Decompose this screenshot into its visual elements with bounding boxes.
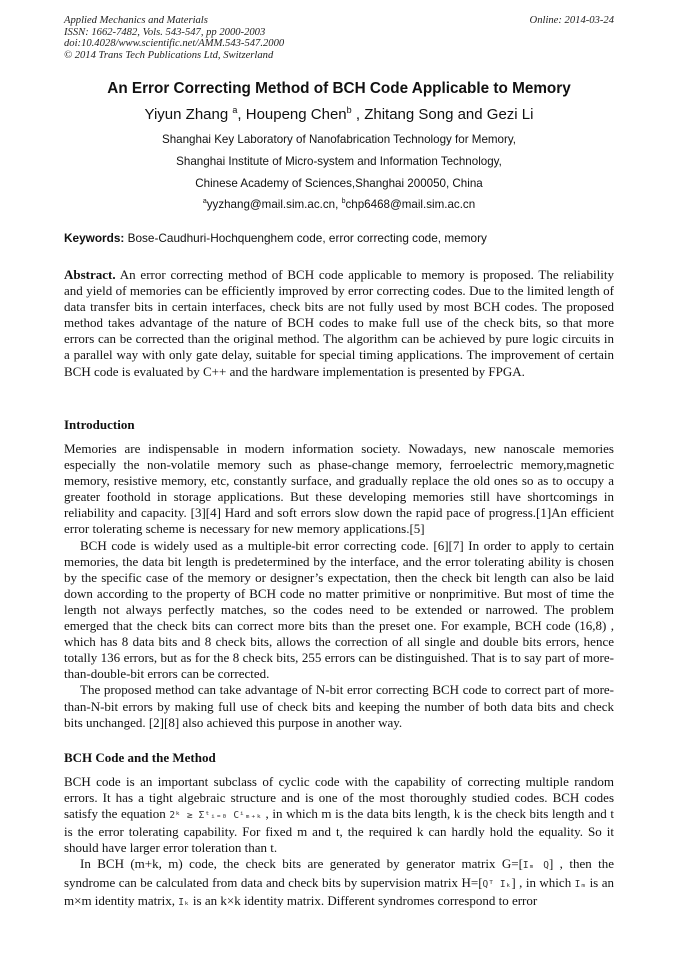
- paragraph: Memories are indispensable in modern information society. Nowadays, new nanoscale memories especially the non-volatile memory such as phase-change memory, ferroelectric memory,magnetic memory, resistive memory, etc, constantly surface, and gradually replace the old ones so as to occupy a greater foothold in storage applications. But these developing memories still have shortcomings in reliability and capacity. [3][4] Hard and soft errors slow down the rapid pace of progress.[1]An efficient error tolerating scheme is necessary for new memory applications.[5]: [64, 441, 614, 537]
- keywords: [64, 231, 624, 245]
- abstract-label: Abstract.: [64, 267, 116, 282]
- online-date: Online: 2014-03-24: [529, 15, 614, 26]
- author-name: Yiyun Zhang: [144, 106, 229, 123]
- email-mark: a: [202, 198, 207, 206]
- text-run: BCH code is an important subclass of cyclic code with the capability of correcting multiple random errors. It has a tight algebraic structure and is one of the most thoroughly studied codes. BCH codes satisfy the equation: [64, 774, 614, 822]
- generator-matrix: Iₘ Q: [522, 860, 549, 872]
- identity-k: Iₖ: [178, 896, 190, 908]
- doi-line: doi:10.4028/www.scientific.net/AMM.543-547.2000: [64, 38, 285, 49]
- section-heading-method: BCH Code and the Method: [64, 750, 216, 765]
- journal-name: Applied Mechanics and Materials: [64, 15, 208, 26]
- text-run: , in which m is the data bits length, k is the check bits length and t is the error tolerating capability. For fixed m and t, the required k can hardly hold the equality. So it should have larger error toleration than t.: [64, 806, 614, 856]
- journal-header: [64, 15, 614, 61]
- affiliation-line: Shanghai Key Laboratory of Nanofabrication Technology for Memory,: [161, 133, 517, 146]
- email-address[interactable]: yyzhang@mail.sim.ac.cn: [206, 198, 336, 211]
- keywords-text: Bose-Caudhuri-Hochquenghem code, error correcting code, memory: [127, 231, 487, 245]
- keywords-label: Keywords:: [64, 231, 125, 245]
- author-list: Yiyun Zhang $^a$, Houpeng Chen$^b$ , Zhitang Song and Gezi Li: [144, 105, 534, 123]
- section-heading-introduction: Introduction: [64, 417, 135, 432]
- text-run: ] , then the syndrome can be calculated from data and check bits by supervision matrix H=[: [64, 856, 614, 890]
- paper-title: An Error Correcting Method of BCH Code Applicable to Memory: [107, 80, 571, 97]
- author-mark: a: [232, 105, 238, 115]
- method-body: [64, 774, 614, 911]
- email-mark: b: [341, 198, 346, 206]
- author-name: Houpeng Chen: [245, 106, 347, 123]
- text-run: In BCH (m+k, m) code, the check bits are generated by generator matrix G=[: [80, 856, 523, 872]
- issn-line: ISSN: 1662-7482, Vols. 543-547, pp 2000-2003: [64, 26, 266, 38]
- copyright-line: © 2014 Trans Tech Publications Ltd, Switzerland: [64, 49, 274, 61]
- affiliation-line: Chinese Academy of Sciences,Shanghai 200050, China: [195, 177, 483, 190]
- abstract-text: An error correcting method of BCH code applicable to memory is proposed. The reliability and yield of memories can be efficiently improved by error correcting codes. Due to the limited length of data transfer bits in certain interfaces, check bits are not fully used by most BCH codes. The proposed method takes advantage of the nature of BCH codes to make full use of the check bits, so that more errors can be corrected than the original method. The algorithm can be achieved by pure logic circuits in a parallel way with only gate delay, suitable for special timing applications. The improvement of certain BCH code is evaluated by C++ and the hardware implementation is presented by FPGA.: [64, 267, 614, 379]
- abstract: [64, 267, 614, 380]
- email-address[interactable]: chp6468@mail.sim.ac.cn: [345, 198, 476, 211]
- paragraph: The proposed method can take advantage of N-bit error correcting BCH code to correct part of more-than-N-bit errors by making full use of check bits and keeping the number of both data bits and check bits unchanged. [2][8] also achieved this purpose in another way.: [64, 682, 614, 730]
- introduction-body: [64, 441, 614, 731]
- identity-m: Iₘ: [574, 878, 587, 890]
- supervision-matrix: Qᵀ Iₖ: [482, 878, 512, 890]
- paragraph: [64, 856, 614, 910]
- email-line: $^a$yyzhang@mail.sim.ac.cn, $^b$chp6468@mail.sim.ac.cn: [202, 198, 476, 211]
- text-run: is an k×k identity matrix. Different syndromes correspond to error: [189, 892, 538, 908]
- text-run: is an m×m identity matrix,: [64, 874, 614, 908]
- author-name: Zhitang Song and Gezi Li: [364, 106, 534, 123]
- inline-equation: 2ᵏ ≥ Σᵗᵢ₌₀ Cⁱₘ₊ₖ: [169, 810, 262, 822]
- paragraph: BCH code is widely used as a multiple-bit error correcting code. [6][7] In order to apply to certain memories, the data bit length is predetermined by the interface, and the error tolerating ability is chosen by the specific case of the memory or designer’s expectation, then the check bit length can also be laid down according to the property of BCH code no matter primitive or nonprimitive. But most of time the length not always perfectly matches, so the codes need to be extended or narrowed. The problem emerged that the check bits can correct more bits than the preset one. For example, BCH code (16,8) , which has 8 data bits and 8 check bits, allows the correction of all single and double bits errors, hence totally 136 errors, but as for the 8 check bits, 255 errors can be distinguished. That is to say part of more-than-double-bit errors can be corrected.: [64, 537, 614, 682]
- affiliation-line: Shanghai Institute of Micro-system and Information Technology,: [176, 155, 502, 168]
- paragraph: [64, 774, 614, 856]
- text-run: ] , in which: [511, 874, 575, 890]
- author-mark: b: [346, 105, 352, 115]
